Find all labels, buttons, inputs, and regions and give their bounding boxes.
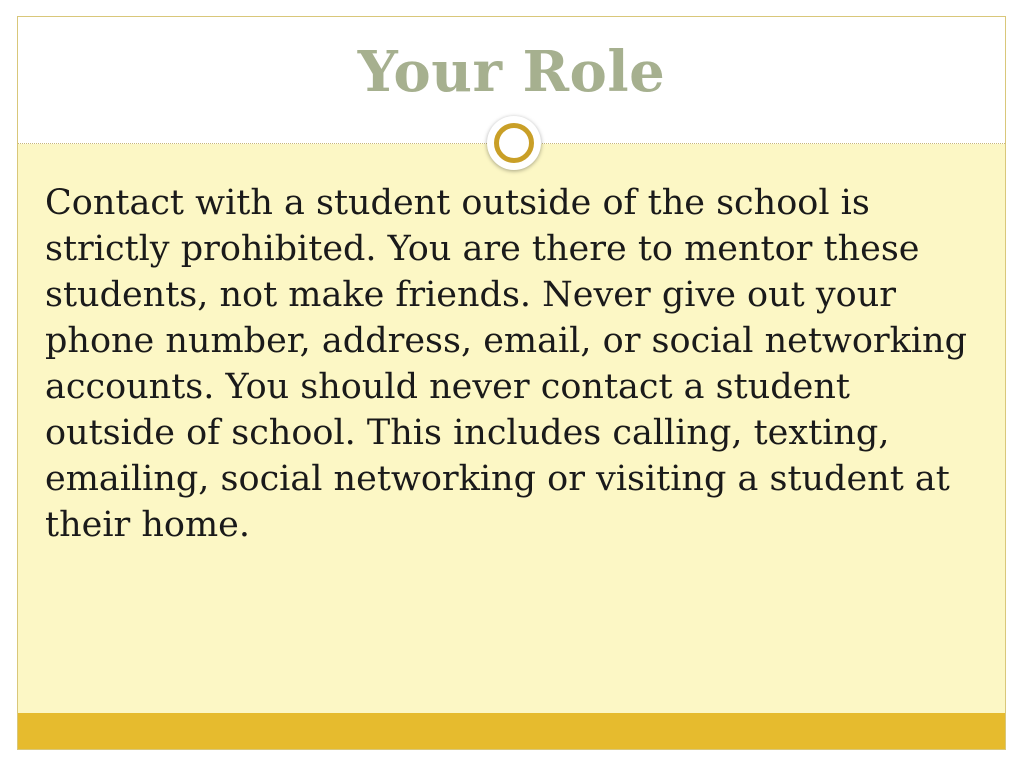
slide-body-text: Contact with a student outside of the school is strictly prohibited. You are there to mentor these students, not make friends. Never give out your phone number, address, email, or social networking accounts. You should never contact a student outside of school. This includes calling, texting, emailing, social networking or visiting a student at their home.: [45, 183, 967, 545]
ornament-ring: [494, 123, 534, 163]
slide-title: Your Role: [357, 39, 666, 105]
slide-frame: [17, 16, 1006, 750]
footer-bar: [18, 713, 1005, 749]
circle-ornament-icon: [487, 116, 541, 170]
